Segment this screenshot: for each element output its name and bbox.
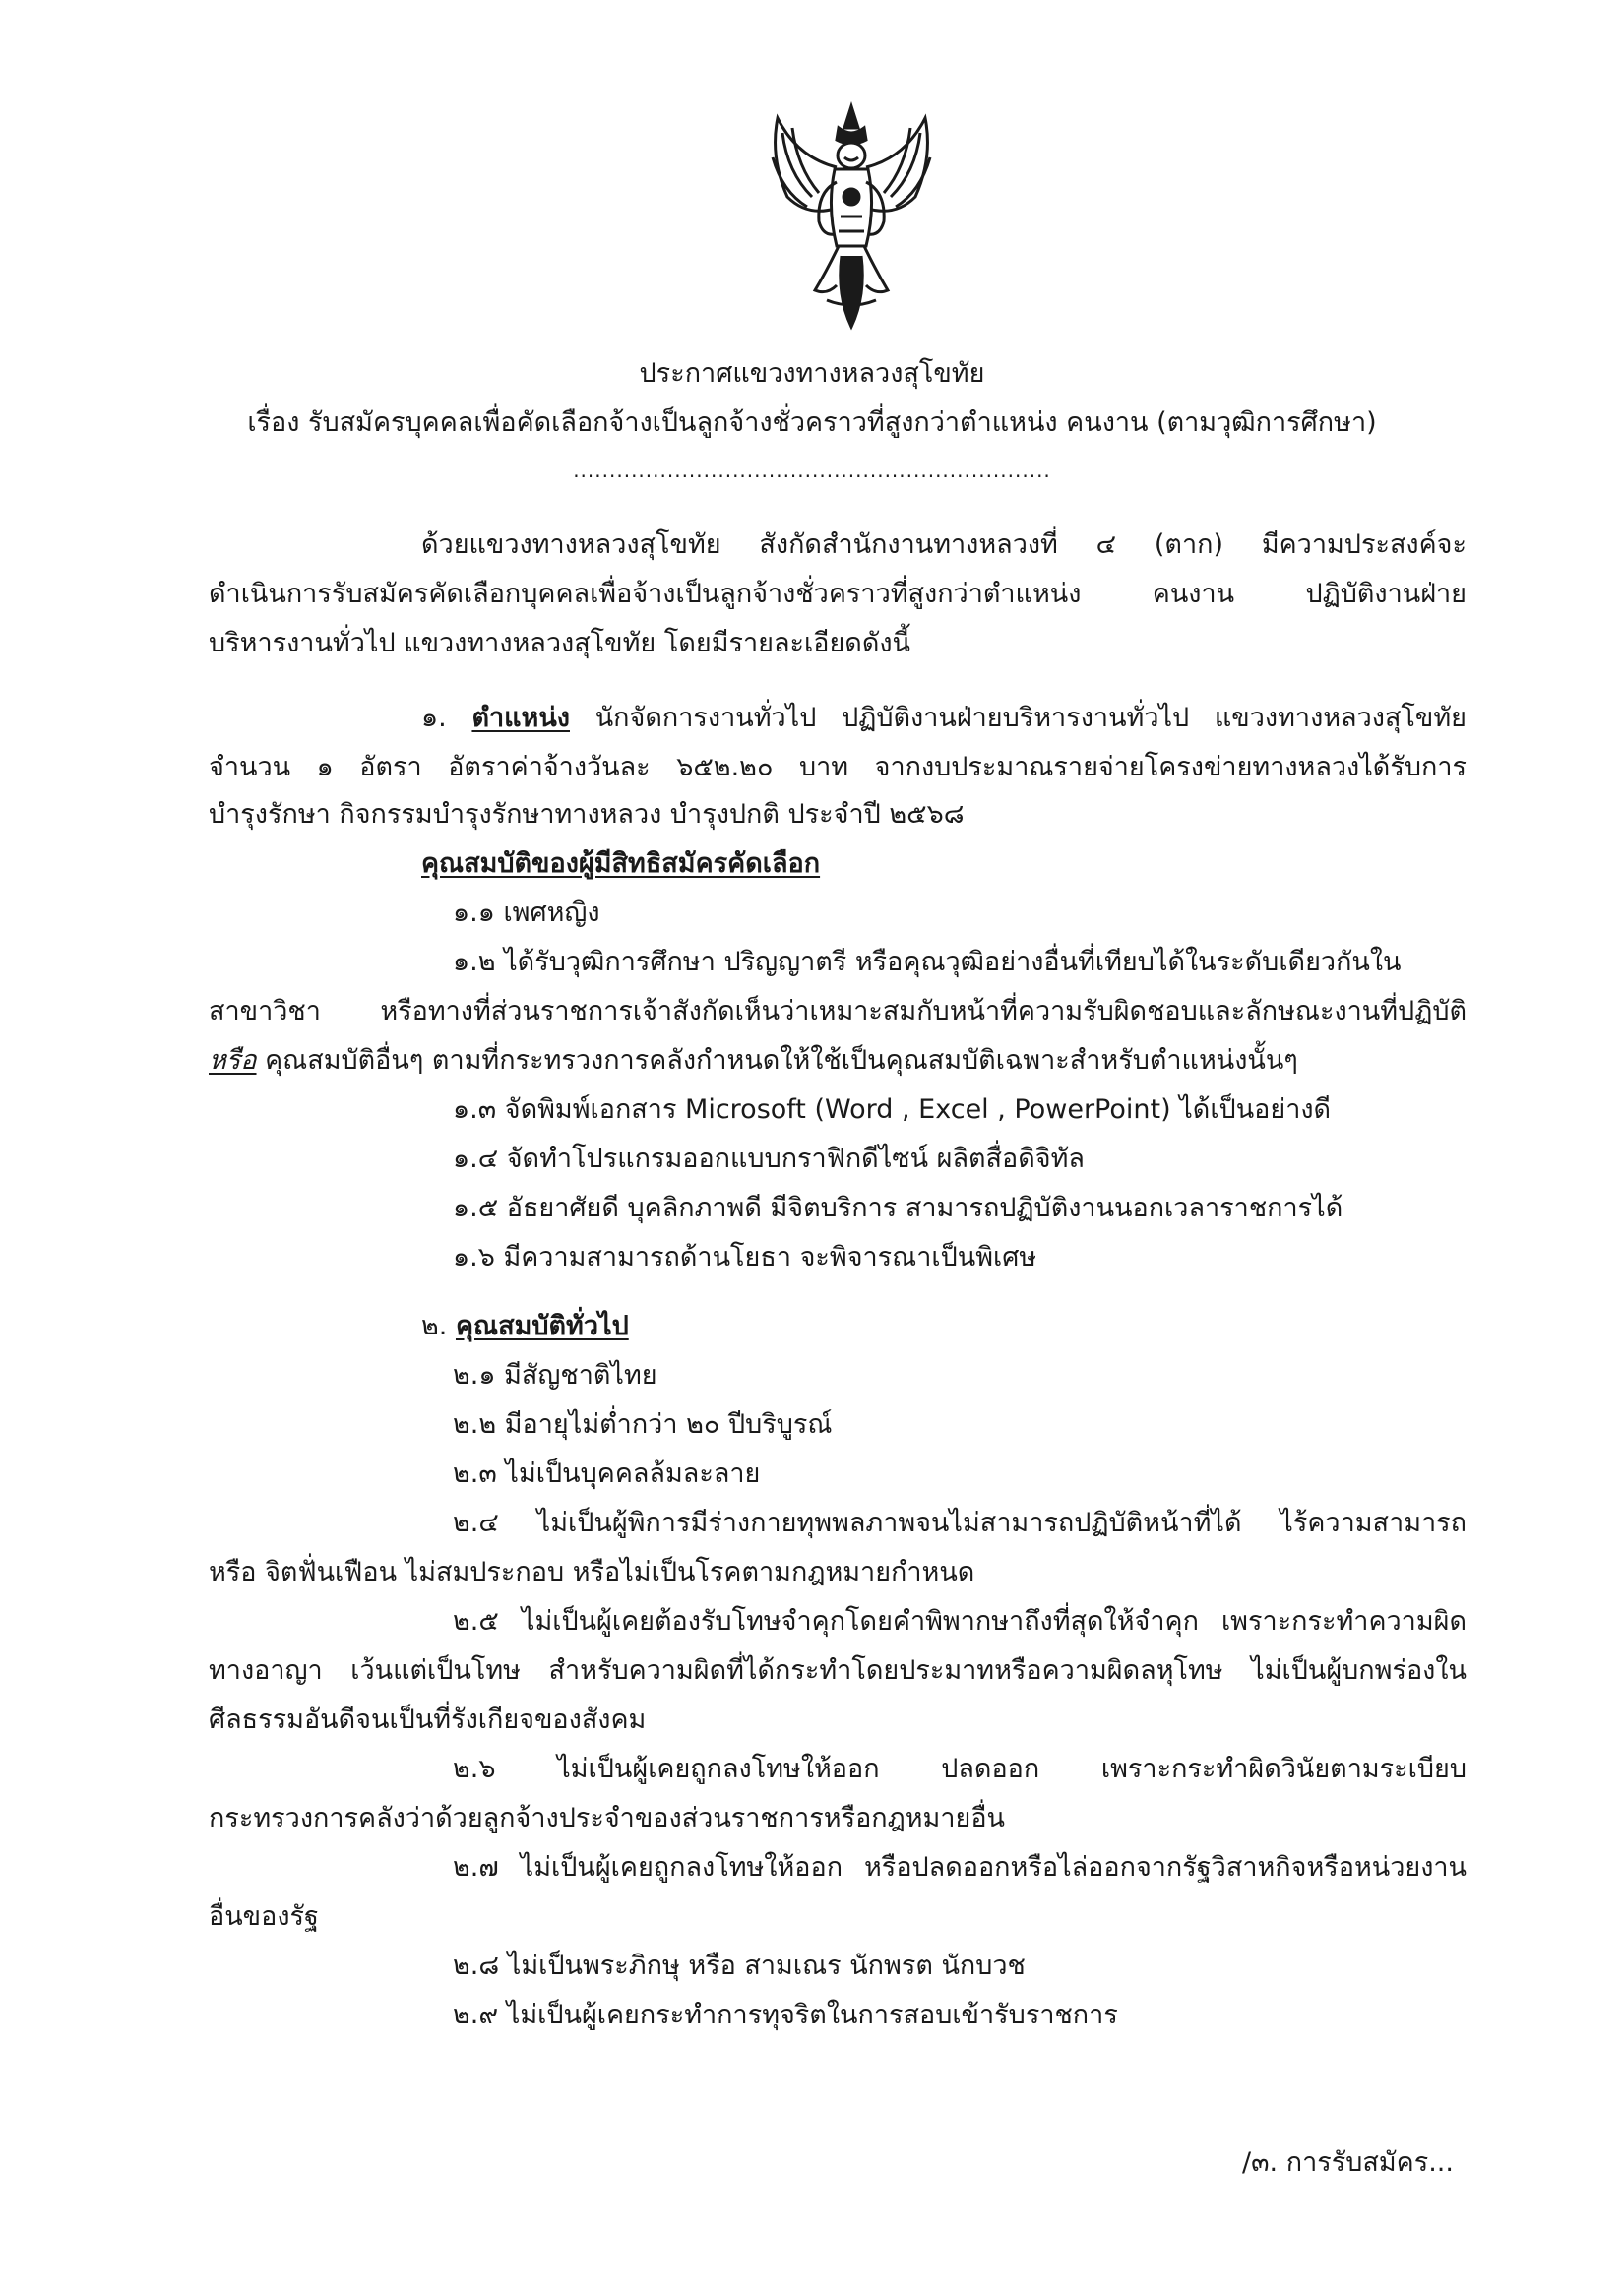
qualification-item-2-line-3 bbox=[209, 1043, 1298, 1079]
qualification-item-3: ๑.๓ จัดพิมพ์เอกสาร Microsoft (Word , Excel , PowerPoint) ได้เป็นอย่างดี bbox=[453, 1094, 1332, 1125]
qualification-item-1: ๑.๑ เพศหญิง bbox=[453, 898, 600, 928]
title-separator: .................................................................. bbox=[573, 459, 1051, 482]
intro-line-2: ดำเนินการรับสมัครคัดเลือกบุคคลเพื่อจ้างเป็นลูกจ้างชั่วคราวที่สูงกว่าตำแหน่ง คนงาน ปฏิบัติงานฝ่าย bbox=[209, 579, 1467, 609]
section2-number: ๒. bbox=[421, 1311, 448, 1341]
qualification-item-2-line-2: สาขาวิชา หรือทางที่ส่วนราชการเจ้าสังกัดเห็นว่าเหมาะสมกับหน้าที่ความรับผิดชอบและลักษณะงานที่ปฏิบัติ bbox=[209, 996, 1467, 1026]
section1-line-3: บำรุงรักษา กิจกรรมบำรุงรักษาทางหลวง บำรุงปกติ ประจำปี ๒๕๖๘ bbox=[209, 799, 965, 830]
section2-heading-line bbox=[421, 1309, 629, 1344]
general-item-9: ๒.๙ ไม่เป็นผู้เคยกระทำการทุจริตในการสอบเข้ารับราชการ bbox=[453, 2000, 1118, 2030]
section1-line1-text: นักจัดการงานทั่วไป ปฏิบัติงานฝ่ายบริหารงานทั่วไป แขวงทางหลวงสุโขทัย bbox=[594, 703, 1467, 733]
general-item-2: ๒.๒ มีอายุไม่ต่ำกว่า ๒๐ ปีบริบูรณ์ bbox=[453, 1409, 833, 1440]
qualification-item-2-line-3-text: คุณสมบัติอื่นๆ ตามที่กระทรวงการคลังกำหนดให้ใช้เป็นคุณสมบัติเฉพาะสำหรับตำแหน่งนั้นๆ bbox=[265, 1045, 1298, 1076]
section1-number: ๑. bbox=[421, 703, 447, 733]
section1-heading: ตำแหน่ง bbox=[471, 703, 570, 733]
qualification-heading: คุณสมบัติของผู้มีสิทธิสมัครคัดเลือก bbox=[421, 848, 821, 879]
qualification-item-4: ๑.๔ จัดทำโปรแกรมออกแบบกราฟิกดีไซน์ ผลิตสื่อดิจิทัล bbox=[453, 1144, 1085, 1174]
general-item-4-line-1: ๒.๔ ไม่เป็นผู้พิการมีร่างกายทุพพลภาพจนไม่สามารถปฏิบัติหน้าที่ได้ ไร้ความสามารถ bbox=[453, 1508, 1467, 1538]
general-item-6-line-2: กระทรวงการคลังว่าด้วยลูกจ้างประจำของส่วนราชการหรือกฎหมายอื่น bbox=[209, 1803, 1006, 1833]
general-item-7-line-1: ๒.๗ ไม่เป็นผู้เคยถูกลงโทษให้ออก หรือปลดออกหรือไล่ออกจากรัฐวิสาหกิจหรือหน่วยงาน bbox=[453, 1852, 1467, 1883]
section1-line-1 bbox=[421, 701, 1467, 736]
general-item-4-line-2: หรือ จิตฟั่นเฟือน ไม่สมประกอบ หรือไม่เป็นโรคตามกฎหมายกำหนด bbox=[209, 1557, 975, 1587]
qualification-item-6: ๑.๖ มีความสามารถด้านโยธา จะพิจารณาเป็นพิเศษ bbox=[453, 1242, 1037, 1272]
general-item-7-line-2: อื่นของรัฐ bbox=[209, 1901, 319, 1932]
intro-line-1: ด้วยแขวงทางหลวงสุโขทัย สังกัดสำนักงานทางหลวงที่ ๔ (ตาก) มีความประสงค์จะ bbox=[421, 529, 1467, 560]
general-item-1: ๒.๑ มีสัญชาติไทย bbox=[453, 1360, 657, 1391]
section2-heading: คุณสมบัติทั่วไป bbox=[455, 1311, 629, 1341]
general-item-5-line-2: ทางอาญา เว้นแต่เป็นโทษ สำหรับความผิดที่ได้กระทำโดยประมาทหรือความผิดลหุโทษ ไม่เป็นผู้บกพร่องใน bbox=[209, 1655, 1467, 1686]
general-item-5-line-3: ศีลธรรมอันดีจนเป็นที่รังเกียจของสังคม bbox=[209, 1705, 647, 1735]
intro-line-3: บริหารงานทั่วไป แขวงทางหลวงสุโขทัย โดยมีรายละเอียดดังนี้ bbox=[209, 628, 910, 658]
document-subject: เรื่อง รับสมัครบุคคลเพื่อคัดเลือกจ้างเป็นลูกจ้างชั่วคราวที่สูงกว่าตำแหน่ง คนงาน (ตามวุฒิการศึกษา) bbox=[247, 407, 1377, 438]
section1-line-2: จำนวน ๑ อัตรา อัตราค่าจ้างวันละ ๖๕๒.๒๐ บาท จากงบประมาณรายจ่ายโครงข่ายทางหลวงได้รับการ bbox=[209, 752, 1467, 782]
page-continuation: /๓. การรับสมัคร... bbox=[1242, 2147, 1454, 2178]
qualification-item-5: ๑.๕ อัธยาศัยดี บุคลิกภาพดี มีจิตบริการ สามารถปฏิบัติงานนอกเวลาราชการได้ bbox=[453, 1193, 1343, 1223]
general-item-6-line-1: ๒.๖ ไม่เป็นผู้เคยถูกลงโทษให้ออก ปลดออก เพราะกระทำผิดวินัยตามระเบียบ bbox=[453, 1754, 1467, 1784]
qualification-item-2-line-1: ๑.๒ ได้รับวุฒิการศึกษา ปริญญาตรี หรือคุณวุฒิอย่างอื่นที่เทียบได้ในระดับเดียวกันใน bbox=[453, 947, 1402, 977]
document-title: ประกาศแขวงทางหลวงสุโขทัย bbox=[639, 358, 985, 389]
general-item-8: ๒.๘ ไม่เป็นพระภิกษุ หรือ สามเณร นักพรต นักบวช bbox=[453, 1951, 1026, 1981]
qualification-or: หรือ bbox=[209, 1045, 257, 1076]
garuda-emblem-icon bbox=[758, 98, 945, 335]
general-item-3: ๒.๓ ไม่เป็นบุคคลล้มละลาย bbox=[453, 1458, 761, 1489]
general-item-5-line-1: ๒.๕ ไม่เป็นผู้เคยต้องรับโทษจำคุกโดยคำพิพากษาถึงที่สุดให้จำคุก เพราะกระทำความผิด bbox=[453, 1606, 1467, 1637]
